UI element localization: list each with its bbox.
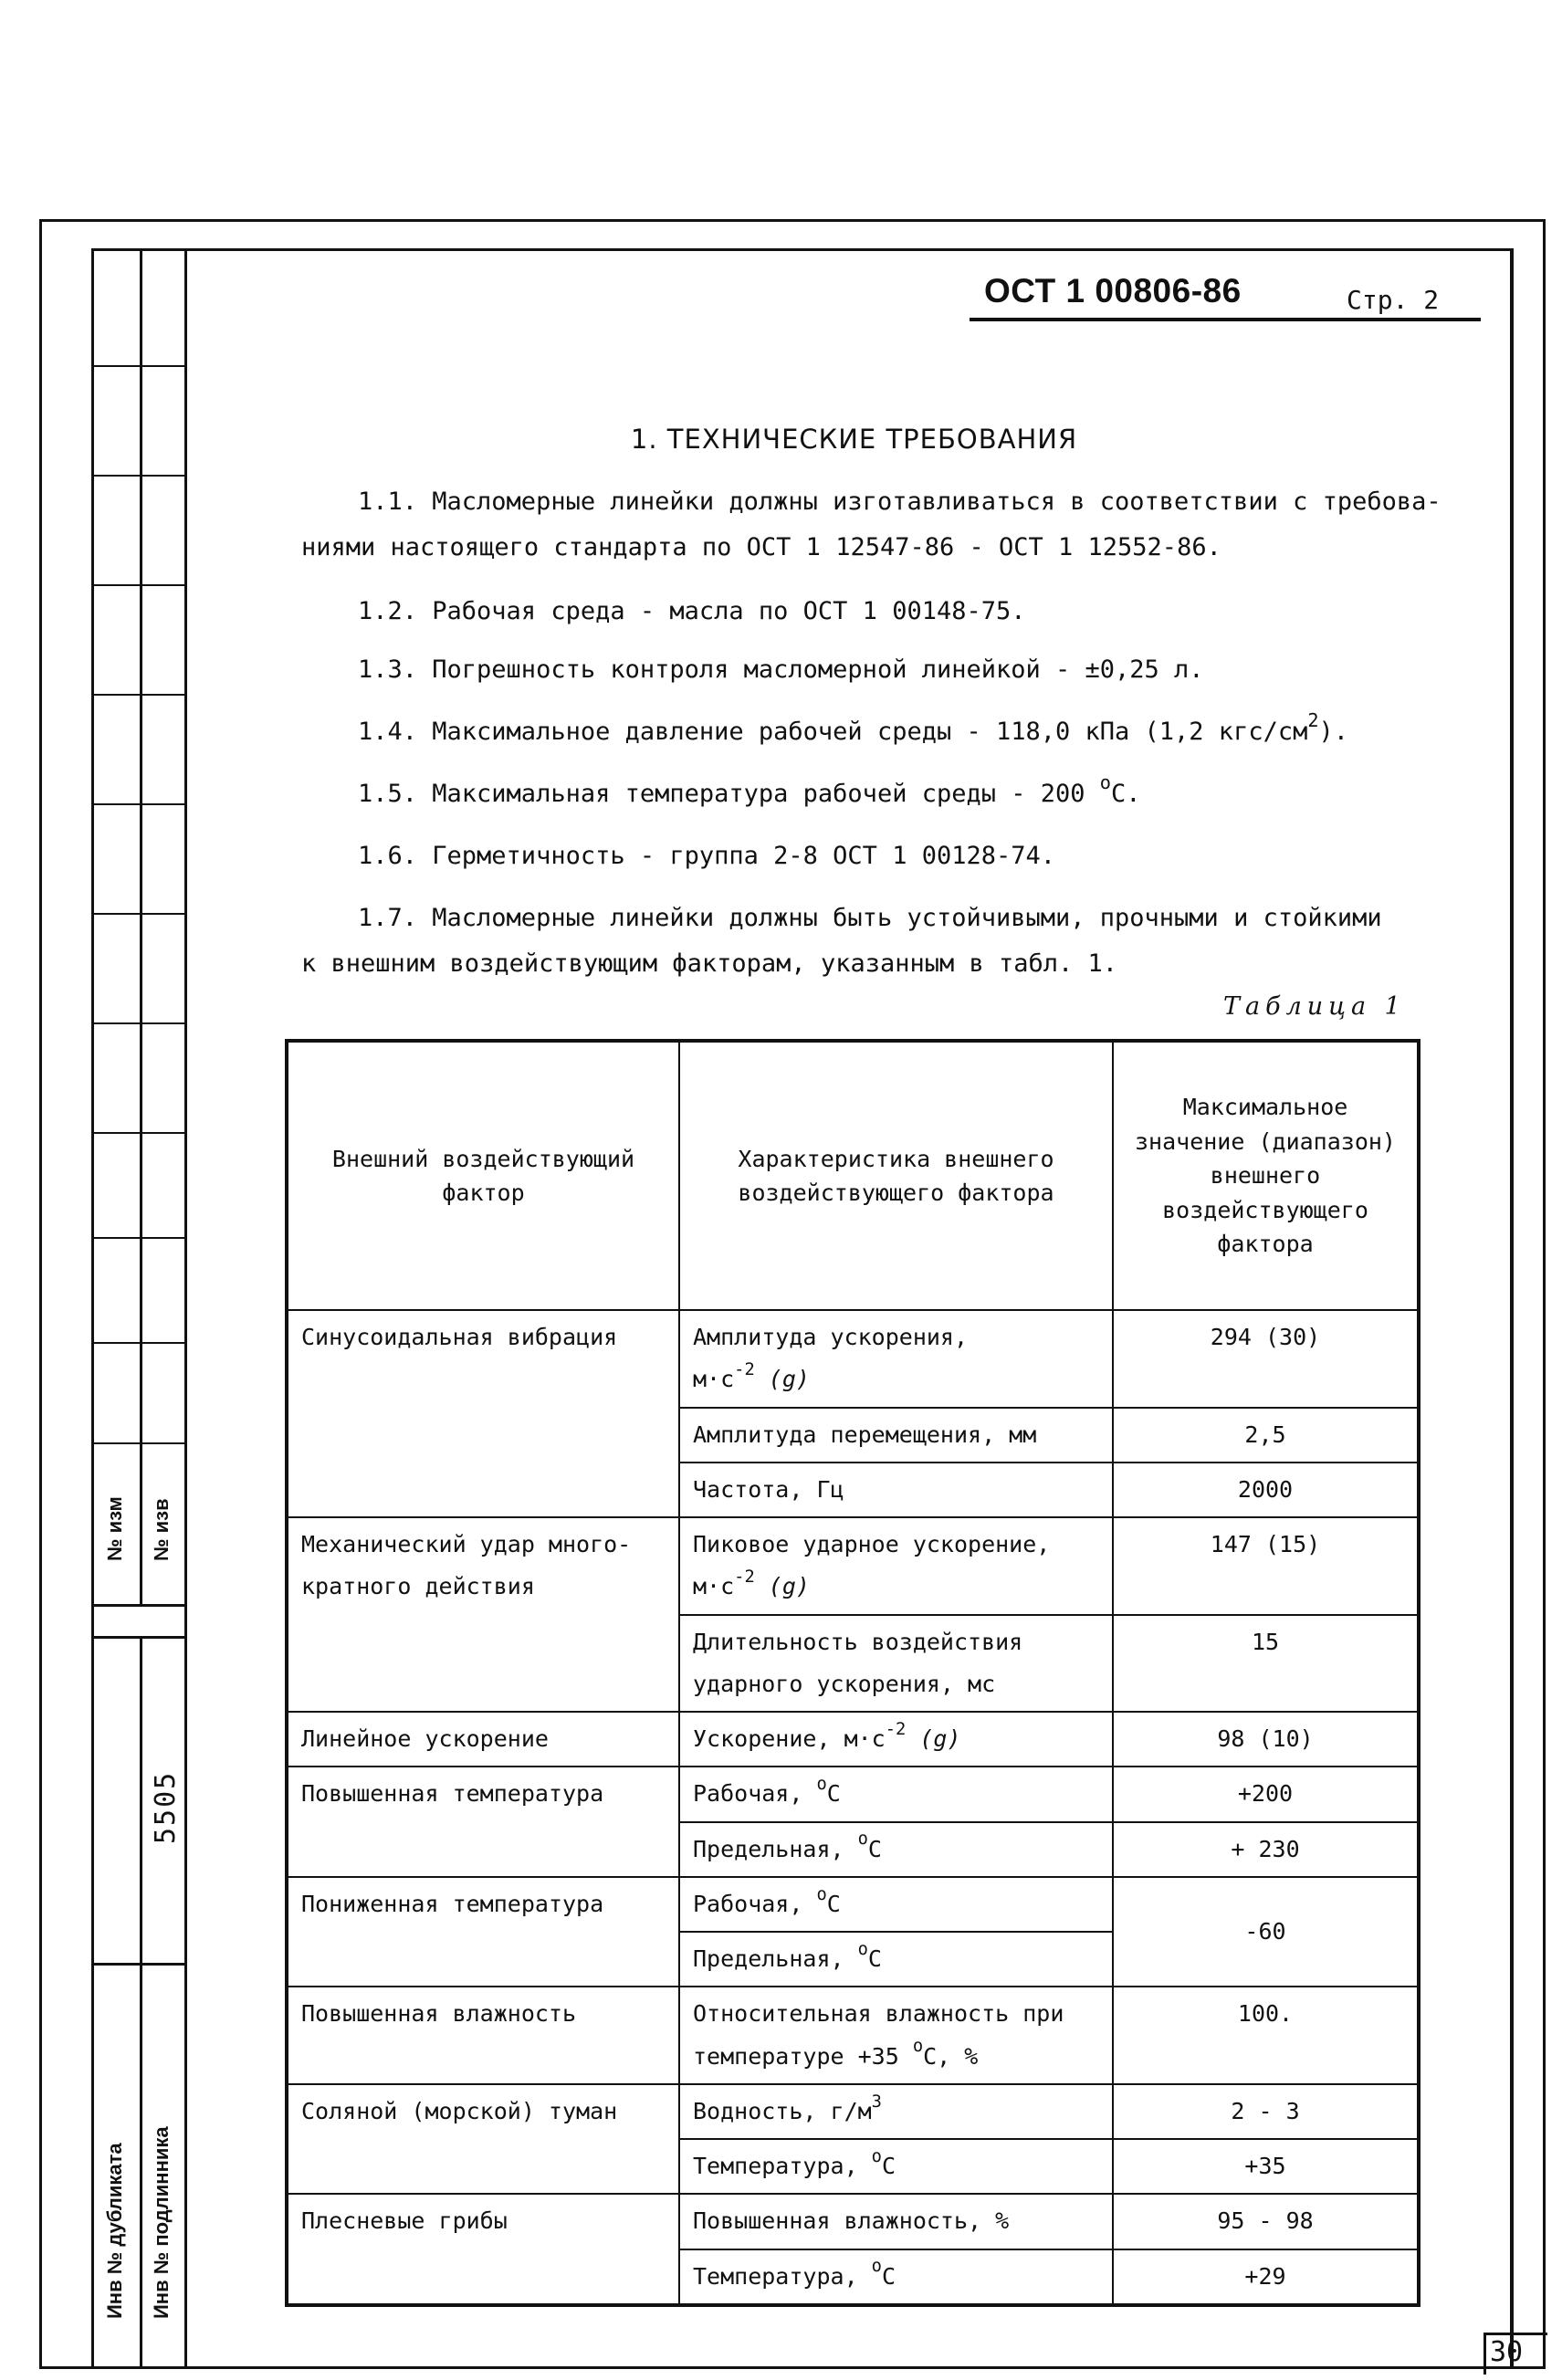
side-cell-line	[91, 803, 187, 805]
side-cell-line	[91, 1963, 187, 1966]
side-cell-line	[91, 1604, 187, 1607]
value-cell: 147 (15)	[1113, 1517, 1419, 1615]
factor-cell: Линейное ускорение	[287, 1712, 679, 1767]
characteristic-cell: Длительность воздействия ударного ускорения, мс	[679, 1615, 1113, 1713]
value-cell: 100.	[1113, 1987, 1419, 2084]
side-cell-line	[91, 1636, 187, 1639]
characteristic-cell: Рабочая, $^о$С	[679, 1767, 1113, 1821]
value-cell: 294 (30)	[1113, 1310, 1419, 1408]
value-cell: 2,5	[1113, 1408, 1419, 1463]
para-1-7-line2: к внешним воздействующим факторам, указанным в табл. 1.	[301, 949, 1118, 978]
characteristic-cell: Предельная, $^о$С	[679, 1932, 1113, 1987]
stamp-podlinnik-label: Инв № подлинника	[150, 2126, 173, 2319]
table-row	[287, 1987, 1419, 2084]
value-cell: 2 - 3	[1113, 2084, 1419, 2139]
document-code: ОСТ 1 00806-86	[984, 272, 1242, 309]
factor-cell: Пониженная температура	[287, 1877, 679, 1987]
para-1-5: 1.5. Максимальная температура рабочей среды - 200 $^о$С.	[358, 771, 1141, 808]
characteristic-cell: Повышенная влажность, %	[679, 2194, 1113, 2249]
characteristic-cell: Предельная, $^о$С	[679, 1822, 1113, 1877]
value-cell: 95 - 98	[1113, 2194, 1419, 2249]
characteristic-cell: Температура, $^о$С	[679, 2249, 1113, 2305]
characteristic-cell: Водность, $г/м^3$	[679, 2084, 1113, 2139]
characteristic-cell: Амплитуда ускорения, $м\cdot с^{-2}$ (g)	[679, 1310, 1113, 1408]
value-cell: 2000	[1113, 1463, 1419, 1517]
side-cell-line	[91, 1342, 187, 1344]
table-row	[287, 1517, 1419, 1615]
characteristic-cell: Ускорение, $м\cdot с^{-2}$ (g)	[679, 1712, 1113, 1767]
value-cell: 98 (10)	[1113, 1712, 1419, 1767]
side-cell-line	[91, 475, 187, 477]
table-row	[287, 1767, 1419, 1821]
para-1-3: 1.3. Погрешность контроля масломерной линейкой - ±0,25 л.	[358, 655, 1204, 684]
para-1-2: 1.2. Рабочая среда - масла по ОСТ 1 00148-75.	[358, 597, 1026, 625]
para-1-1-line1: 1.1. Масломерные линейки должны изготавливаться в соответствии с требова-	[358, 488, 1441, 516]
section-heading: 1. ТЕХНИЧЕСКИЕ ТРЕБОВАНИЯ	[630, 424, 1078, 455]
header-factor: Внешний воздействующий фактор	[287, 1041, 679, 1310]
value-cell: -60	[1113, 1877, 1419, 1987]
stamp-izm-label: № изм	[103, 1496, 126, 1561]
header-characteristic: Характеристика внешнего воздействующего фактора	[679, 1041, 1113, 1310]
table-row	[287, 1877, 1419, 1932]
factor-cell: Повышенная температура	[287, 1767, 679, 1877]
side-cell-line	[91, 1237, 187, 1239]
side-cell-line	[91, 1132, 187, 1134]
factor-cell: Синусоидальная вибрация	[287, 1310, 679, 1517]
characteristic-cell: Температура, $^о$С	[679, 2139, 1113, 2194]
side-stamp-divider-lower	[140, 1636, 142, 2366]
requirements-table	[285, 1039, 1420, 2307]
value-cell: + 230	[1113, 1822, 1419, 1877]
characteristic-cell: Амплитуда перемещения, мм	[679, 1408, 1113, 1463]
table-row	[287, 2084, 1419, 2139]
value-cell: 15	[1113, 1615, 1419, 1713]
table-label: Таблица 1	[1223, 992, 1406, 1021]
page-label: Стр. 2	[1347, 285, 1440, 315]
factor-cell: Механический удар много- кратного действия	[287, 1517, 679, 1712]
characteristic-cell: Рабочая, $^о$С	[679, 1877, 1113, 1932]
table-row	[287, 1310, 1419, 1408]
header-max-value: Максимальное значение (диапазон) внешнего воздействующего фактора	[1113, 1041, 1419, 1310]
side-cell-line	[91, 1442, 187, 1444]
side-cell-line	[91, 584, 187, 586]
side-cell-line	[91, 365, 187, 367]
table-header-row	[287, 1041, 1419, 1310]
factor-cell: Плесневые грибы	[287, 2194, 679, 2305]
characteristic-cell: Относительная влажность при температуре +35 $^о$С, %	[679, 1987, 1113, 2084]
stamp-izv-label: № изв	[150, 1498, 173, 1561]
table-row	[287, 2194, 1419, 2249]
sheet-number: 30	[1490, 2336, 1524, 2368]
stamp-dublikat-label: Инв № дубликата	[103, 2143, 126, 2319]
side-cell-line	[91, 1022, 187, 1024]
characteristic-cell: Пиковое ударное ускорение, $м\cdot с^{-2}$ (g)	[679, 1517, 1113, 1615]
factor-cell: Соляной (морской) туман	[287, 2084, 679, 2195]
side-cell-line	[91, 913, 187, 915]
para-1-7-line1: 1.7. Масломерные линейки должны быть устойчивыми, прочными и стойкими	[358, 904, 1382, 932]
para-1-4: 1.4. Максимальное давление рабочей среды - 118,0 кПа (1,2 кгс/$см^2$).	[358, 708, 1349, 746]
para-1-1-line2: ниями настоящего стандарта по ОСТ 1 12547-86 - ОСТ 1 12552-86.	[301, 533, 1221, 561]
para-1-6: 1.6. Герметичность - группа 2-8 ОСТ 1 00128-74.	[358, 842, 1056, 870]
value-cell: +200	[1113, 1767, 1419, 1821]
header-underline	[970, 318, 1481, 321]
side-cell-line	[91, 694, 187, 696]
factor-cell: Повышенная влажность	[287, 1987, 679, 2084]
characteristic-cell: Частота, Гц	[679, 1463, 1113, 1517]
value-cell: +35	[1113, 2139, 1419, 2194]
table-row	[287, 1712, 1419, 1767]
value-cell: +29	[1113, 2249, 1419, 2305]
stamp-number: 5505	[150, 1770, 182, 1844]
